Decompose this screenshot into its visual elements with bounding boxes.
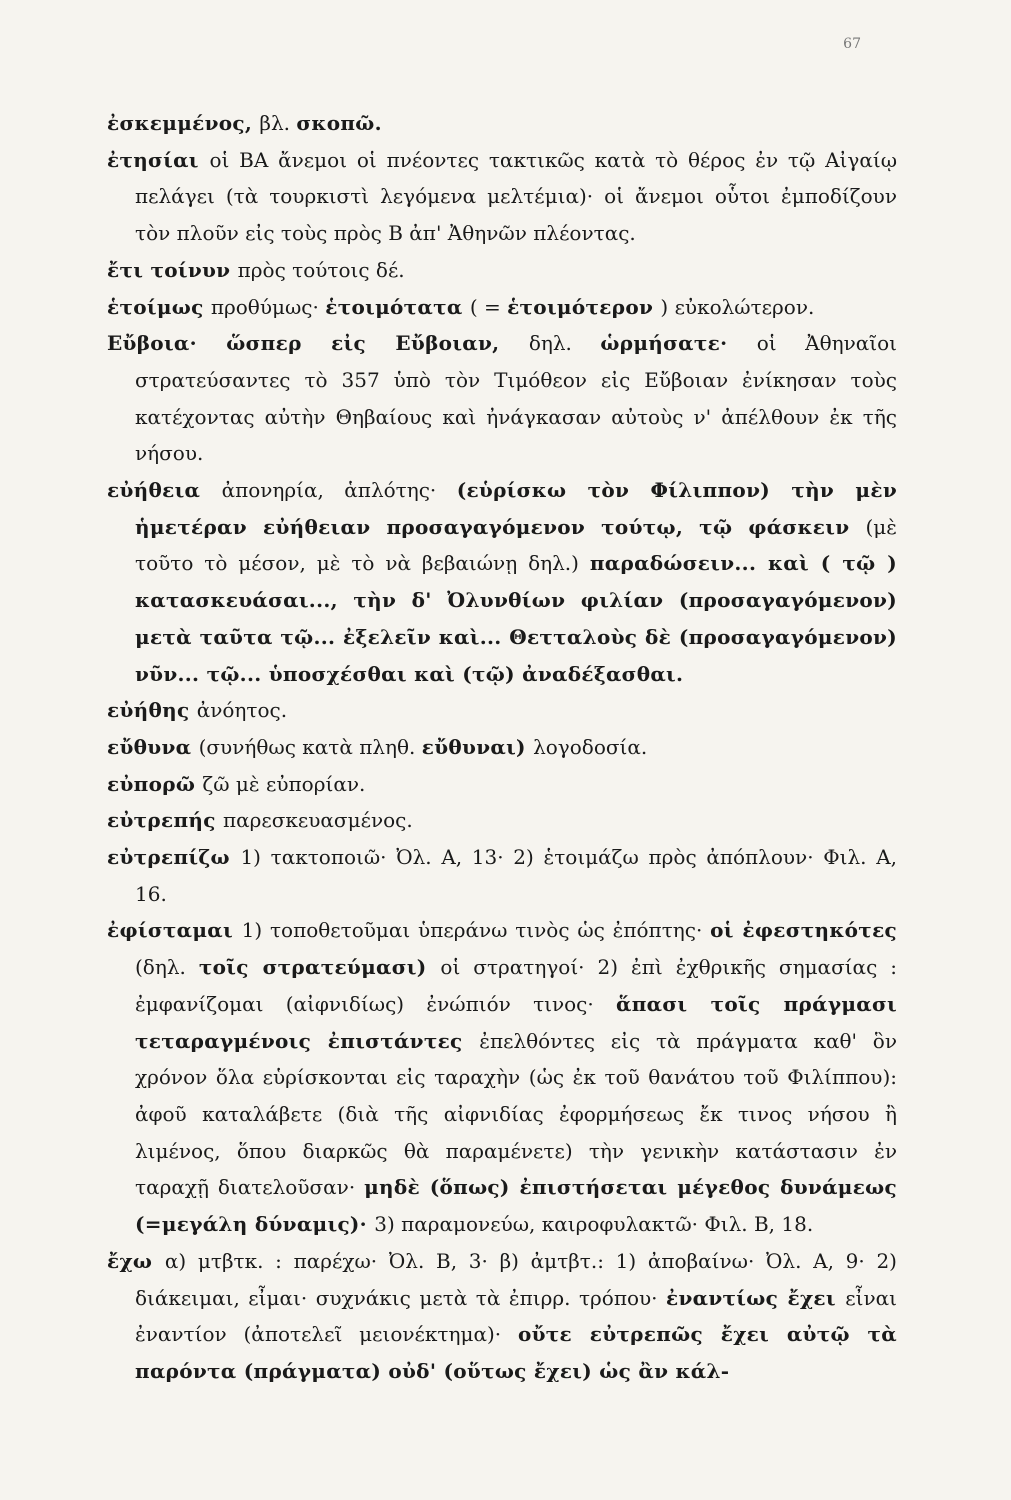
dictionary-entry — [107, 325, 897, 472]
dictionary-entry — [107, 802, 897, 839]
entry-headword-text: εὐήθεια — [107, 478, 222, 503]
entry-headword-text: ἐσκεμμένος, — [107, 111, 260, 135]
entry-definition-text: πρὸς τούτοις δέ. — [237, 257, 405, 282]
dictionary-entry — [107, 692, 897, 729]
entry-headword-text: εὔθυναι) — [421, 734, 534, 759]
entry-definition-text: λογοδοσία. — [533, 734, 648, 759]
glossary-entries — [107, 105, 897, 1390]
entry-headword-text: εὔθυνα — [107, 734, 199, 759]
entry-headword-text: παραδώσειν... καὶ ( τῷ ) κατασκευάσαι..., τὴν δ' Ὀλυνθίων φιλίαν (προσαγαγόμενον) μετὰ ταῦτα τῷ... ἐξελεῖν καὶ... Θετταλοὺς δὲ (προσαγαγόμενον) νῦν... τῷ... ὑποσχέσθαι καὶ (τῷ) ἀναδέξασθαι. — [135, 551, 897, 686]
entry-headword-text: ἔτι τοίνυν — [107, 257, 238, 282]
entry-headword-text: ἐτησίαι — [107, 147, 210, 172]
entry-headword-text: ἑτοιμότατα — [325, 294, 470, 319]
entry-definition-text: ἀνόητος. — [196, 698, 288, 723]
entry-definition-text: οἱ ΒΑ ἄνεμοι οἱ πνέοντες τακτικῶς κατὰ τὸ θέρος ἐν τῷ Αἰγαίῳ πελάγει (τὰ τουρκιστὶ λεγόμενα μελτέμια)· οἱ ἄνεμοι οὗτοι ἐμποδίζουν τὸν πλοῦν εἰς τοὺς πρὸς Β ἀπ' Ἀθηνῶν πλέοντας. — [135, 147, 898, 246]
entry-headword-text: οὔτε εὐτρεπῶς ἔχει αὐτῷ τὰ παρόντα (πράγματα) οὐδ' (οὕτως ἔχει) ὡς ἂν κάλ- — [135, 1322, 897, 1383]
entry-definition-text: ἐπελθόντες εἰς τὰ πράγματα καθ' ὃν χρόνον ὅλα εὑρίσκονται εἰς ταραχὴν (ὡς ἐκ τοῦ θανάτου τοῦ Φιλίππου): ἀφοῦ καταλάβετε (διὰ τῆς αἰφνιδίας ἐφορμήσεως ἔκ τινος νήσου ἢ λιμένος, ὅπου διαρκῶς θὰ παραμένετε) τὴν γενικὴν κατάστασιν ἐν ταραχῇ διατελοῦσαν· — [135, 1028, 897, 1200]
entry-definition-text: (μὲ τοῦτο τὸ μέσον, μὲ τὸ νὰ βεβαιώνῃ δηλ.) — [135, 514, 897, 576]
entry-definition-text: α) μτβτκ. : παρέχω· Ὀλ. Β, 3· β) ἀμτβτ.: 1) ἀποβαίνω· Ὀλ. Α, 9· 2) διάκειμαι, εἶμαι· συχνάκις μετὰ τὰ ἐπιρρ. τρόπου· — [135, 1248, 897, 1310]
entry-headword-text: ἐναντίως ἔχει — [666, 1285, 846, 1310]
dictionary-entry — [107, 1243, 897, 1390]
dictionary-entry — [107, 839, 897, 912]
entry-definition-text: 3) παραμονεύω, καιροφυλακτῶ· Φιλ. Β, 18. — [374, 1212, 814, 1237]
entry-definition-text: ) εὐκολώτερον. — [660, 294, 815, 319]
entry-headword-text: ἐφίσταμαι — [107, 918, 242, 943]
entry-headword-text: ἔχω — [107, 1248, 165, 1273]
entry-headword-text: ὡρμήσατε· — [600, 331, 757, 356]
entry-definition-text: παρεσκευασμένος. — [222, 808, 413, 833]
entry-definition-text: εἶναι ἐναντίον (ἀποτελεῖ μειονέκτημα)· — [135, 1285, 897, 1347]
entry-headword-text: σκοπῶ. — [296, 111, 382, 135]
entry-definition-text: (συνήθως κατὰ πληθ. — [198, 734, 422, 759]
entry-headword-text: εὐτρεπίζω — [107, 845, 241, 870]
entry-headword-text: τοῖς στρατεύμασι) — [198, 955, 441, 980]
entry-definition-text: (δηλ. — [135, 955, 199, 980]
dictionary-entry — [107, 142, 897, 252]
entry-headword-text: ἅπασι τοῖς πράγμασι τεταραγμένοις ἐπιστάντες — [135, 991, 898, 1053]
entry-definition-text: ἀπονηρία, ἁπλότης· — [221, 478, 457, 503]
dictionary-entry — [107, 105, 897, 142]
dictionary-entry — [107, 766, 897, 803]
entry-definition-text: ( = — [469, 294, 508, 319]
entry-definition-text: βλ. — [259, 111, 297, 135]
entry-definition-text: 1) τακτοποιῶ· Ὀλ. Α, 13· 2) ἑτοιμάζω πρὸς ἀπόπλουν· Φιλ. Α, 16. — [135, 845, 898, 906]
dictionary-entry — [107, 729, 897, 766]
entry-definition-text: οἱ Ἀθηναῖοι στρατεύσαντες τὸ 357 ὑπὸ τὸν Τιμόθεον εἰς Εὔβοιαν ἐνίκησαν τοὺς κατέχοντας αὐτὴν Θηβαίους καὶ ἠνάγκασαν αὐτοὺς ν' ἀπέλθουν ἐκ τῆς νήσου. — [135, 331, 897, 466]
dictionary-entry — [107, 289, 897, 326]
entry-headword-text: ἑτοίμως — [107, 294, 211, 319]
entry-headword-text: μηδὲ (ὅπως) ἐπιστήσεται μέγεθος δυνάμεως (=μεγάλη δύναμις)· — [135, 1175, 898, 1237]
entry-definition-text: οἱ στρατηγοί· 2) ἐπὶ ἐχθρικῆς σημασίας : ἐμφανίζομαι (αἰφνιδίως) ἐνώπιόν τινος· — [135, 955, 898, 1016]
entry-headword-text: εὐτρεπής — [107, 808, 223, 833]
entry-definition-text: δηλ. — [528, 331, 601, 356]
entry-definition-text: ζῶ μὲ εὐπορίαν. — [202, 771, 366, 796]
entry-headword-text: οἱ ἐφεστηκότες — [710, 918, 898, 943]
entry-headword-text: (εὑρίσκω τὸν Φίλιππον) τὴν μὲν ἡμετέραν εὐήθειαν προσαγαγόμενον τούτῳ, τῷ φάσκειν — [135, 478, 898, 539]
dictionary-entry — [107, 252, 897, 289]
entry-headword-text: Εὔβοια· ὥσπερ εἰς Εὔβοιαν, — [107, 331, 529, 356]
entry-definition-text: 1) τοποθετοῦμαι ὑπεράνω τινὸς ὡς ἐπόπτης· — [241, 918, 711, 943]
entry-headword-text: εὐπορῶ — [107, 771, 203, 796]
page-number: 67 — [843, 36, 861, 52]
dictionary-entry — [107, 472, 897, 692]
entry-headword-text: εὐήθης — [107, 698, 197, 723]
entry-definition-text: προθύμως· — [210, 294, 326, 319]
dictionary-entry — [107, 912, 897, 1242]
entry-headword-text: ἑτοιμότερον — [507, 294, 661, 319]
